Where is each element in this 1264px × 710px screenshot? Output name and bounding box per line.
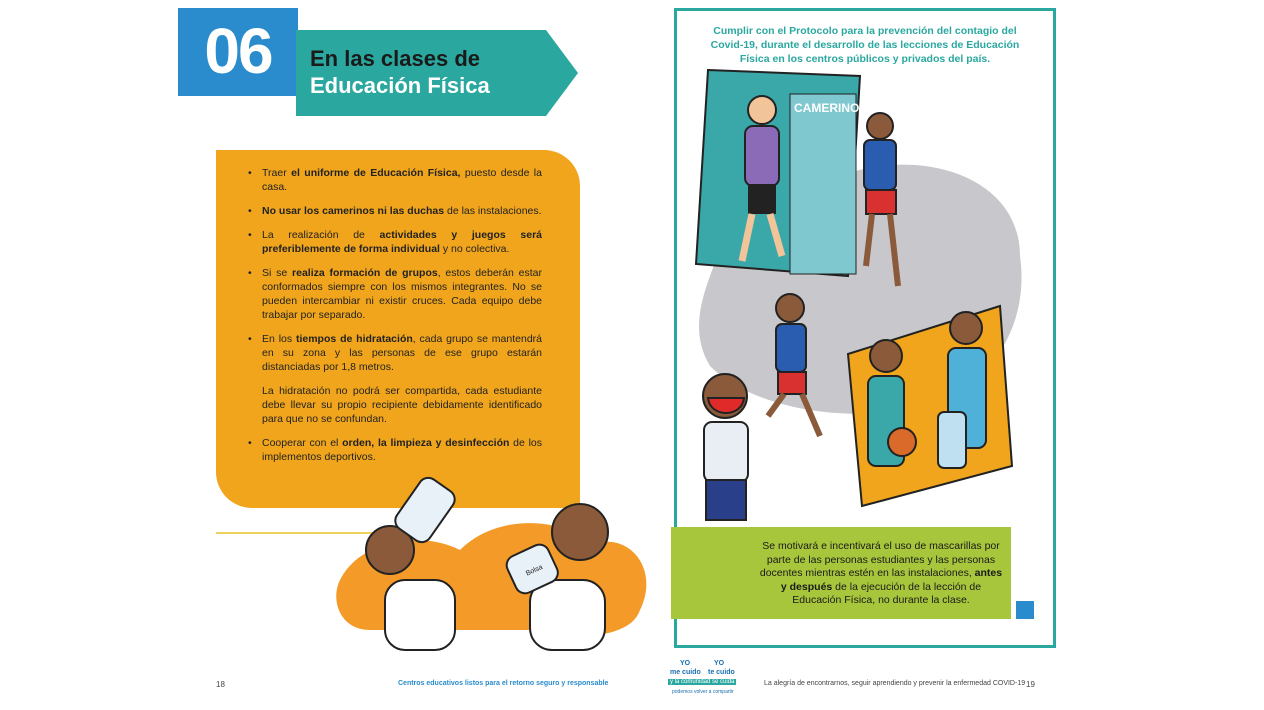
- footer-caption-left: Centros educativos listos para el retorno seguro y responsable: [398, 680, 609, 687]
- guideline-text: La hidratación no podrá ser compartida, cada estudiante debe llevar su propio recipiente debidamente identificado para que no se confundan.: [262, 385, 542, 425]
- guideline-text-end: y no colectiva.: [439, 243, 510, 255]
- corner-square: [1016, 601, 1034, 619]
- bullet-icon: •: [248, 205, 252, 217]
- guideline-bold: No usar los camerinos ni las duchas: [262, 205, 445, 217]
- bullet-icon: •: [248, 267, 252, 279]
- guideline-bold: orden, la limpieza y desinfección: [342, 437, 510, 449]
- masked-boy: [703, 374, 748, 520]
- guideline-item: [248, 166, 542, 194]
- guideline-text: Traer: [262, 167, 292, 179]
- section-number: 06: [204, 15, 272, 87]
- logo-yo-1: YO: [680, 660, 691, 667]
- title-line-1: En las clases de: [310, 46, 480, 71]
- locker-sign: CAMERINO: [794, 101, 860, 115]
- guideline-bold: el uniforme de Educación Física,: [291, 167, 461, 179]
- guidelines-list: [248, 166, 543, 474]
- boy-shirt: [385, 580, 455, 650]
- girl-shirt: [530, 580, 605, 650]
- bottle-label: Bolsa: [525, 563, 544, 578]
- mask-note-text: [756, 540, 1006, 608]
- guideline-text-end: de los implementos deportivos.: [262, 437, 542, 463]
- kids-drinking-illustration: [330, 470, 660, 660]
- footer-caption-right: La alegría de encontrarnos, seguir aprendiendo y prevenir la enfermedad COVID-19: [764, 680, 1026, 687]
- logo-sub: podemos volver a compartir: [672, 689, 734, 695]
- guideline-text-end: puesto desde la casa.: [262, 167, 542, 193]
- locker-room-scene: [696, 70, 860, 276]
- yo-me-cuido-logo: [668, 660, 740, 700]
- guideline-bold: realiza formación de grupos: [292, 267, 438, 279]
- logo-te-cuido: te cuido: [708, 669, 735, 676]
- guideline-text: Cooperar con el: [262, 437, 343, 449]
- guideline-item: [248, 204, 542, 218]
- guideline-text-end: , estos deberán estar conformados siempre con los mismos integrantes. No se pueden intercambiar ni existir cruces. Cada equipo debe trabajar por separado.: [262, 267, 542, 321]
- logo-me-cuido: me cuido: [670, 669, 701, 676]
- bullet-icon: •: [248, 229, 252, 241]
- page-number-left: 18: [216, 680, 225, 689]
- guideline-item: [248, 228, 542, 256]
- protocol-text: Cumplir con el Protocolo para la prevención del contagio del Covid-19, durante el desarrollo de las lecciones de Educación Física en los centros públicos y privados del país.: [710, 25, 1020, 65]
- guideline-item: [262, 384, 542, 426]
- logo-bar: y la comunidad se cuida: [670, 679, 735, 685]
- guideline-item: [248, 436, 542, 464]
- girl-head: [552, 504, 608, 560]
- guideline-text: En los: [262, 333, 296, 345]
- guideline-bold: tiempos de hidratación: [295, 333, 413, 345]
- guideline-text-end: , cada grupo se mantendrá en su zona y las personas de ese grupo estarán distanciadas por 1,8 metros.: [262, 333, 543, 373]
- logo-yo-2: YO: [714, 660, 725, 667]
- guideline-text: La realización de: [262, 229, 380, 241]
- title-line-2: Educación Física: [310, 73, 490, 98]
- page-number-right: 19: [1026, 680, 1035, 689]
- mask-note-bold: antes y después: [780, 567, 1003, 593]
- mask-note-text-1: Se motivará e incentivará el uso de mascarillas por parte de las personas estudiantes y las personas docentes mientras estén en las instalaciones,: [759, 540, 1000, 579]
- guideline-item: [248, 266, 542, 322]
- guideline-text: Si se: [262, 267, 293, 279]
- guideline-text-end: de las instalaciones.: [444, 205, 542, 217]
- mask-note-text-2: de la ejecución de la lección de Educación Física, no durante la clase.: [792, 580, 982, 606]
- guideline-item: [248, 332, 543, 374]
- guideline-bold: actividades y juegos será preferiblemente de forma individual: [262, 229, 542, 255]
- bullet-icon: •: [248, 333, 252, 345]
- bullet-icon: •: [248, 167, 252, 179]
- bullet-icon: •: [248, 437, 252, 449]
- physical-education-illustration: [690, 66, 1035, 526]
